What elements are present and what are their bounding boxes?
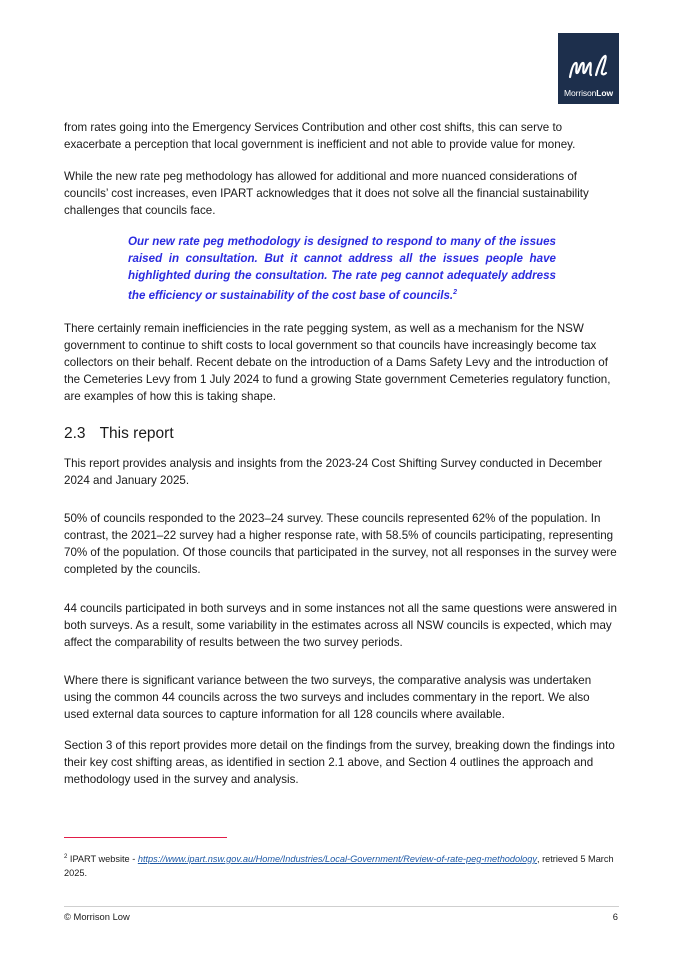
paragraph-inefficiencies: There certainly remain inefficiencies in the rate pegging system, as well as a mechanism for the NSW government to continue to shift costs to local government so that councils have increasingly become tax collectors on their behalf. Recent debate on the introduction of a Dams Safety Levy and the introduction of the Cemeteries Levy from 1 July 2024 to fund a growing State government Cemeteries regulatory function, are examples of how this is taking shape.	[64, 321, 611, 403]
paragraph-both-surveys: 44 councils participated in both surveys and in some instances not all the same questions were answered in both surveys. As a result, some variability in the estimates across all NSW councils is expected, which may affect the comparability of results between the two survey periods.	[64, 601, 617, 649]
section-number: 2.3	[64, 424, 86, 442]
footnote-prefix: IPART website -	[69, 854, 138, 865]
footnote	[64, 850, 619, 880]
logo-monogram	[558, 53, 619, 88]
paragraph-intro: from rates going into the Emergency Services Contribution and other cost shifts, this can serve to exacerbate a perception that local government is inefficient and not able to provide value for money.	[64, 121, 576, 151]
footnote-divider	[64, 837, 227, 838]
ipart-link[interactable]: https://www.ipart.nsw.gov.au/Home/Industries/Local-Government/Review-of-rate-peg-methodology	[137, 854, 537, 865]
paragraph-section-outline: Section 3 of this report provides more detail on the findings from the survey, breaking down the findings into their key cost shifting areas, as identified in section 2.1 above, and Section 4 outlines the approach and methodology used in the survey and analysis.	[64, 738, 615, 786]
section-heading	[64, 425, 617, 443]
logo-word-morrison: Morrison	[564, 88, 597, 98]
logo-wordmark	[558, 88, 619, 98]
quote-text: Our new rate peg methodology is designed to respond to many of the issues raised in consultation. But it cannot address all the issues people have highlighted during the consultation. The rate peg cannot adequately address the efficiency or sustainability of the cost base of councils.	[128, 235, 556, 302]
footer-divider	[64, 906, 619, 907]
ml-monogram-icon	[558, 53, 619, 83]
footnote-number: 2	[64, 854, 68, 860]
paragraph-response-rate: 50% of councils responded to the 2023–24 survey. These councils represented 62% of the population. In contrast, the 2021–22 survey had a higher response rate, with 58.5% of councils participating, representing 70% of the population. Of those councils that participated in the survey, not all responses in the survey were completed by the councils.	[64, 511, 617, 576]
logo-word-low: Low	[596, 88, 613, 98]
paragraph-report-overview: This report provides analysis and insights from the 2023-24 Cost Shifting Survey conducted in December 2024 and January 2025.	[64, 456, 603, 487]
footnote-suffix: , retrieved 5 March 2025.	[64, 854, 614, 879]
paragraph-rate-peg: While the new rate peg methodology has allowed for additional and more nuanced considerations of councils’ cost increases, even IPART acknowledges that it does not solve all the financial sustainability challenges that councils face.	[64, 170, 589, 217]
paragraph-variance: Where there is significant variance between the two surveys, the comparative analysis was undertaken using the common 44 councils across the two surveys and includes commentary in the report. We also used external data sources to capture information for all 128 councils where available.	[64, 673, 592, 721]
quote-footnote-ref: 2	[453, 289, 458, 296]
page-number: 6	[612, 911, 618, 922]
page-body	[64, 119, 617, 788]
footer-copyright: © Morrison Low	[64, 911, 130, 922]
ipart-quote	[128, 233, 556, 304]
section-title: This report	[99, 424, 174, 442]
morrison-low-logo	[558, 33, 619, 104]
